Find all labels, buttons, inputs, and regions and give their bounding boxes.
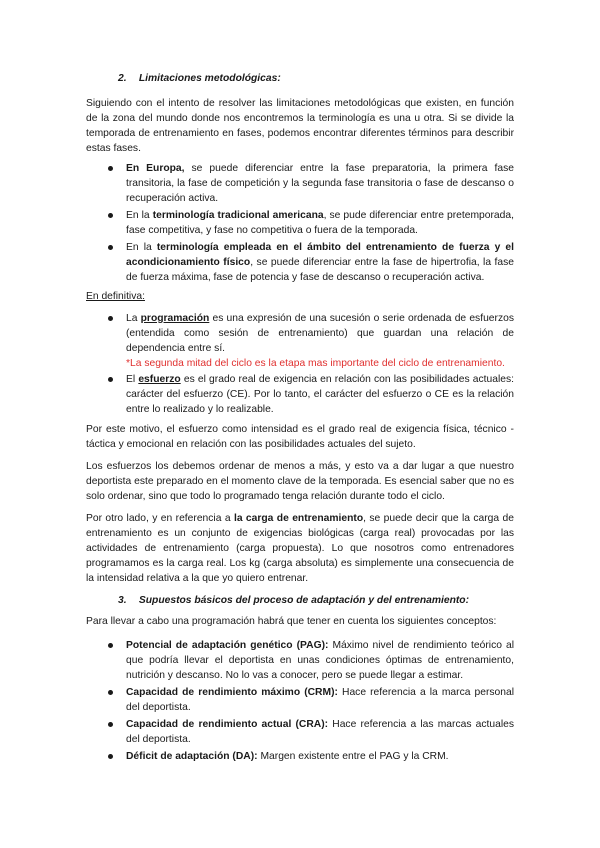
bullet-icon xyxy=(108,643,113,648)
section-3-intro: Para llevar a cabo una programación habrá que tener en cuenta los siguientes conceptos: xyxy=(86,616,497,627)
bullet-icon xyxy=(108,213,113,218)
section-3-number: 3. xyxy=(118,595,127,606)
bullet-icon xyxy=(108,316,113,321)
bullet-icon xyxy=(108,377,113,382)
bullet-bold: programación xyxy=(140,313,210,324)
bullet-text: Hace referencia a las marcas actuales del deportista. xyxy=(126,719,514,745)
bullet-pre: En la xyxy=(126,210,153,221)
list-item xyxy=(86,240,514,285)
list-item xyxy=(86,311,514,356)
list-item xyxy=(86,372,514,417)
list-item xyxy=(86,638,514,683)
section-2-intro: Siguiendo con el intento de resolver las limitaciones metodológicas que existen, en función de la zona del mundo donde nos encontremos la terminología es una u otra. Si se divide la temporada de entrenamiento en fases, podemos encontrar diferentes términos para describir estas fases. xyxy=(86,98,514,154)
list-item xyxy=(86,749,514,764)
definitiva-bullet-list-1 xyxy=(86,311,514,356)
bullet-bold: Potencial de adaptación genético (PAG): xyxy=(126,640,329,651)
bullet-text: se puede diferenciar entre la fase preparatoria, la primera fase transitoria, la fase de competición y la segunda fase transitoria o fase de descanso o recuperación activa. xyxy=(126,163,514,204)
section-3-bullet-list xyxy=(86,638,514,764)
bullet-text: , se pude diferenciar entre pretemporada, fase competitiva, y fase no competitiva o fuera de la temporada. xyxy=(126,210,514,236)
paragraph-carga-entrenamiento xyxy=(86,511,514,586)
bullet-text: Margen existente entre el PAG y la CRM. xyxy=(257,751,449,762)
list-item xyxy=(86,717,514,747)
list-item xyxy=(86,208,514,238)
paragraph-ordenar-esfuerzos: Los esfuerzos los debemos ordenar de menos a más, y esto va a dar lugar a que nuestro deportista este preparado en el momento clave de la temporada. Es esencial saber que no es solo ordenar, sino que todo lo programado tenga relación durante todo el ciclo. xyxy=(86,461,514,502)
section-2-bullet-list xyxy=(86,161,514,285)
bullet-bold: Capacidad de rendimiento máximo (CRM): xyxy=(126,687,338,698)
bullet-bold: esfuerzo xyxy=(138,374,181,385)
bullet-text: es el grado real de exigencia en relación con las posibilidades actuales: carácter del esfuerzo (CE). Por lo tanto, el carácter del esfuerzo o CE es la relación entre lo realizado y lo realizable. xyxy=(126,374,514,415)
section-2-heading xyxy=(118,71,546,86)
paragraph-text: , se puede decir que la carga de entrenamiento es un conjunto de exigencias biológicas (carga real) provocadas por las actividades de entrenamiento (carga propuesta). Lo que nosotros como entrenadores programamos es la carga real. Los kg (carga absoluta) es simplemente una consecuencia de la intensidad relativa a la que yo quiero entrenar. xyxy=(86,513,514,584)
en-definitiva-label: En definitiva: xyxy=(86,291,145,302)
list-item xyxy=(86,161,514,206)
bullet-pre: El xyxy=(126,374,139,385)
bullet-text: Máximo nivel de rendimiento teórico al que podría llevar el deportista en unas condiciones óptimas de entrenamiento, nutrición y descanso. No lo vas a conocer, pero se puede llegar a estimar. xyxy=(126,640,514,681)
definitiva-bullet-list-2 xyxy=(86,372,514,417)
bullet-icon xyxy=(108,245,113,250)
section-2-number: 2. xyxy=(118,73,127,84)
bullet-text: , se puede diferenciar entre la fase de hipertrofia, la fase de fuerza máxima, fase de potencia y fase de descanso o recuperación activa. xyxy=(126,257,515,283)
bullet-bold: Déficit de adaptación (DA): xyxy=(126,751,258,762)
paragraph-bold: la carga de entrenamiento xyxy=(233,513,364,524)
bullet-icon xyxy=(108,166,113,171)
bullet-pre: En la xyxy=(126,242,157,253)
paragraph-pre: Por otro lado, y en referencia a xyxy=(86,513,234,524)
bullet-pre: La xyxy=(126,313,141,324)
bullet-bold: Capacidad de rendimiento actual (CRA): xyxy=(126,719,329,730)
bullet-icon xyxy=(108,722,113,727)
paragraph-esfuerzo-intensidad: Por este motivo, el esfuerzo como intensidad es el grado real de exigencia física, técnico - táctica y emocional en relación con las posibilidades actuales del sujeto. xyxy=(86,424,514,450)
bullet-bold: terminología tradicional americana xyxy=(152,210,324,221)
section-3-title: Supuestos básicos del proceso de adaptación y del entrenamiento: xyxy=(138,595,470,606)
bullet-bold: En Europa, xyxy=(126,163,185,174)
bullet-icon xyxy=(108,690,113,695)
list-item xyxy=(86,685,514,715)
red-note: *La segunda mitad del ciclo es la etapa mas importante del ciclo de entrenamiento. xyxy=(126,358,505,369)
bullet-icon xyxy=(108,754,113,759)
bullet-text: es una expresión de una sucesión o serie ordenada de esfuerzos (entendida como sesión de entrenamiento) que guardan una relación de dependencia entre sí. xyxy=(126,313,514,354)
bullet-text: Hace referencia a la marca personal del deportista. xyxy=(126,687,515,713)
bullet-bold: terminología empleada en el ámbito del entrenamiento de fuerza y el acondicionamiento físico xyxy=(126,242,514,268)
section-2-title: Limitaciones metodológicas: xyxy=(138,73,281,84)
section-3-heading xyxy=(118,593,538,608)
